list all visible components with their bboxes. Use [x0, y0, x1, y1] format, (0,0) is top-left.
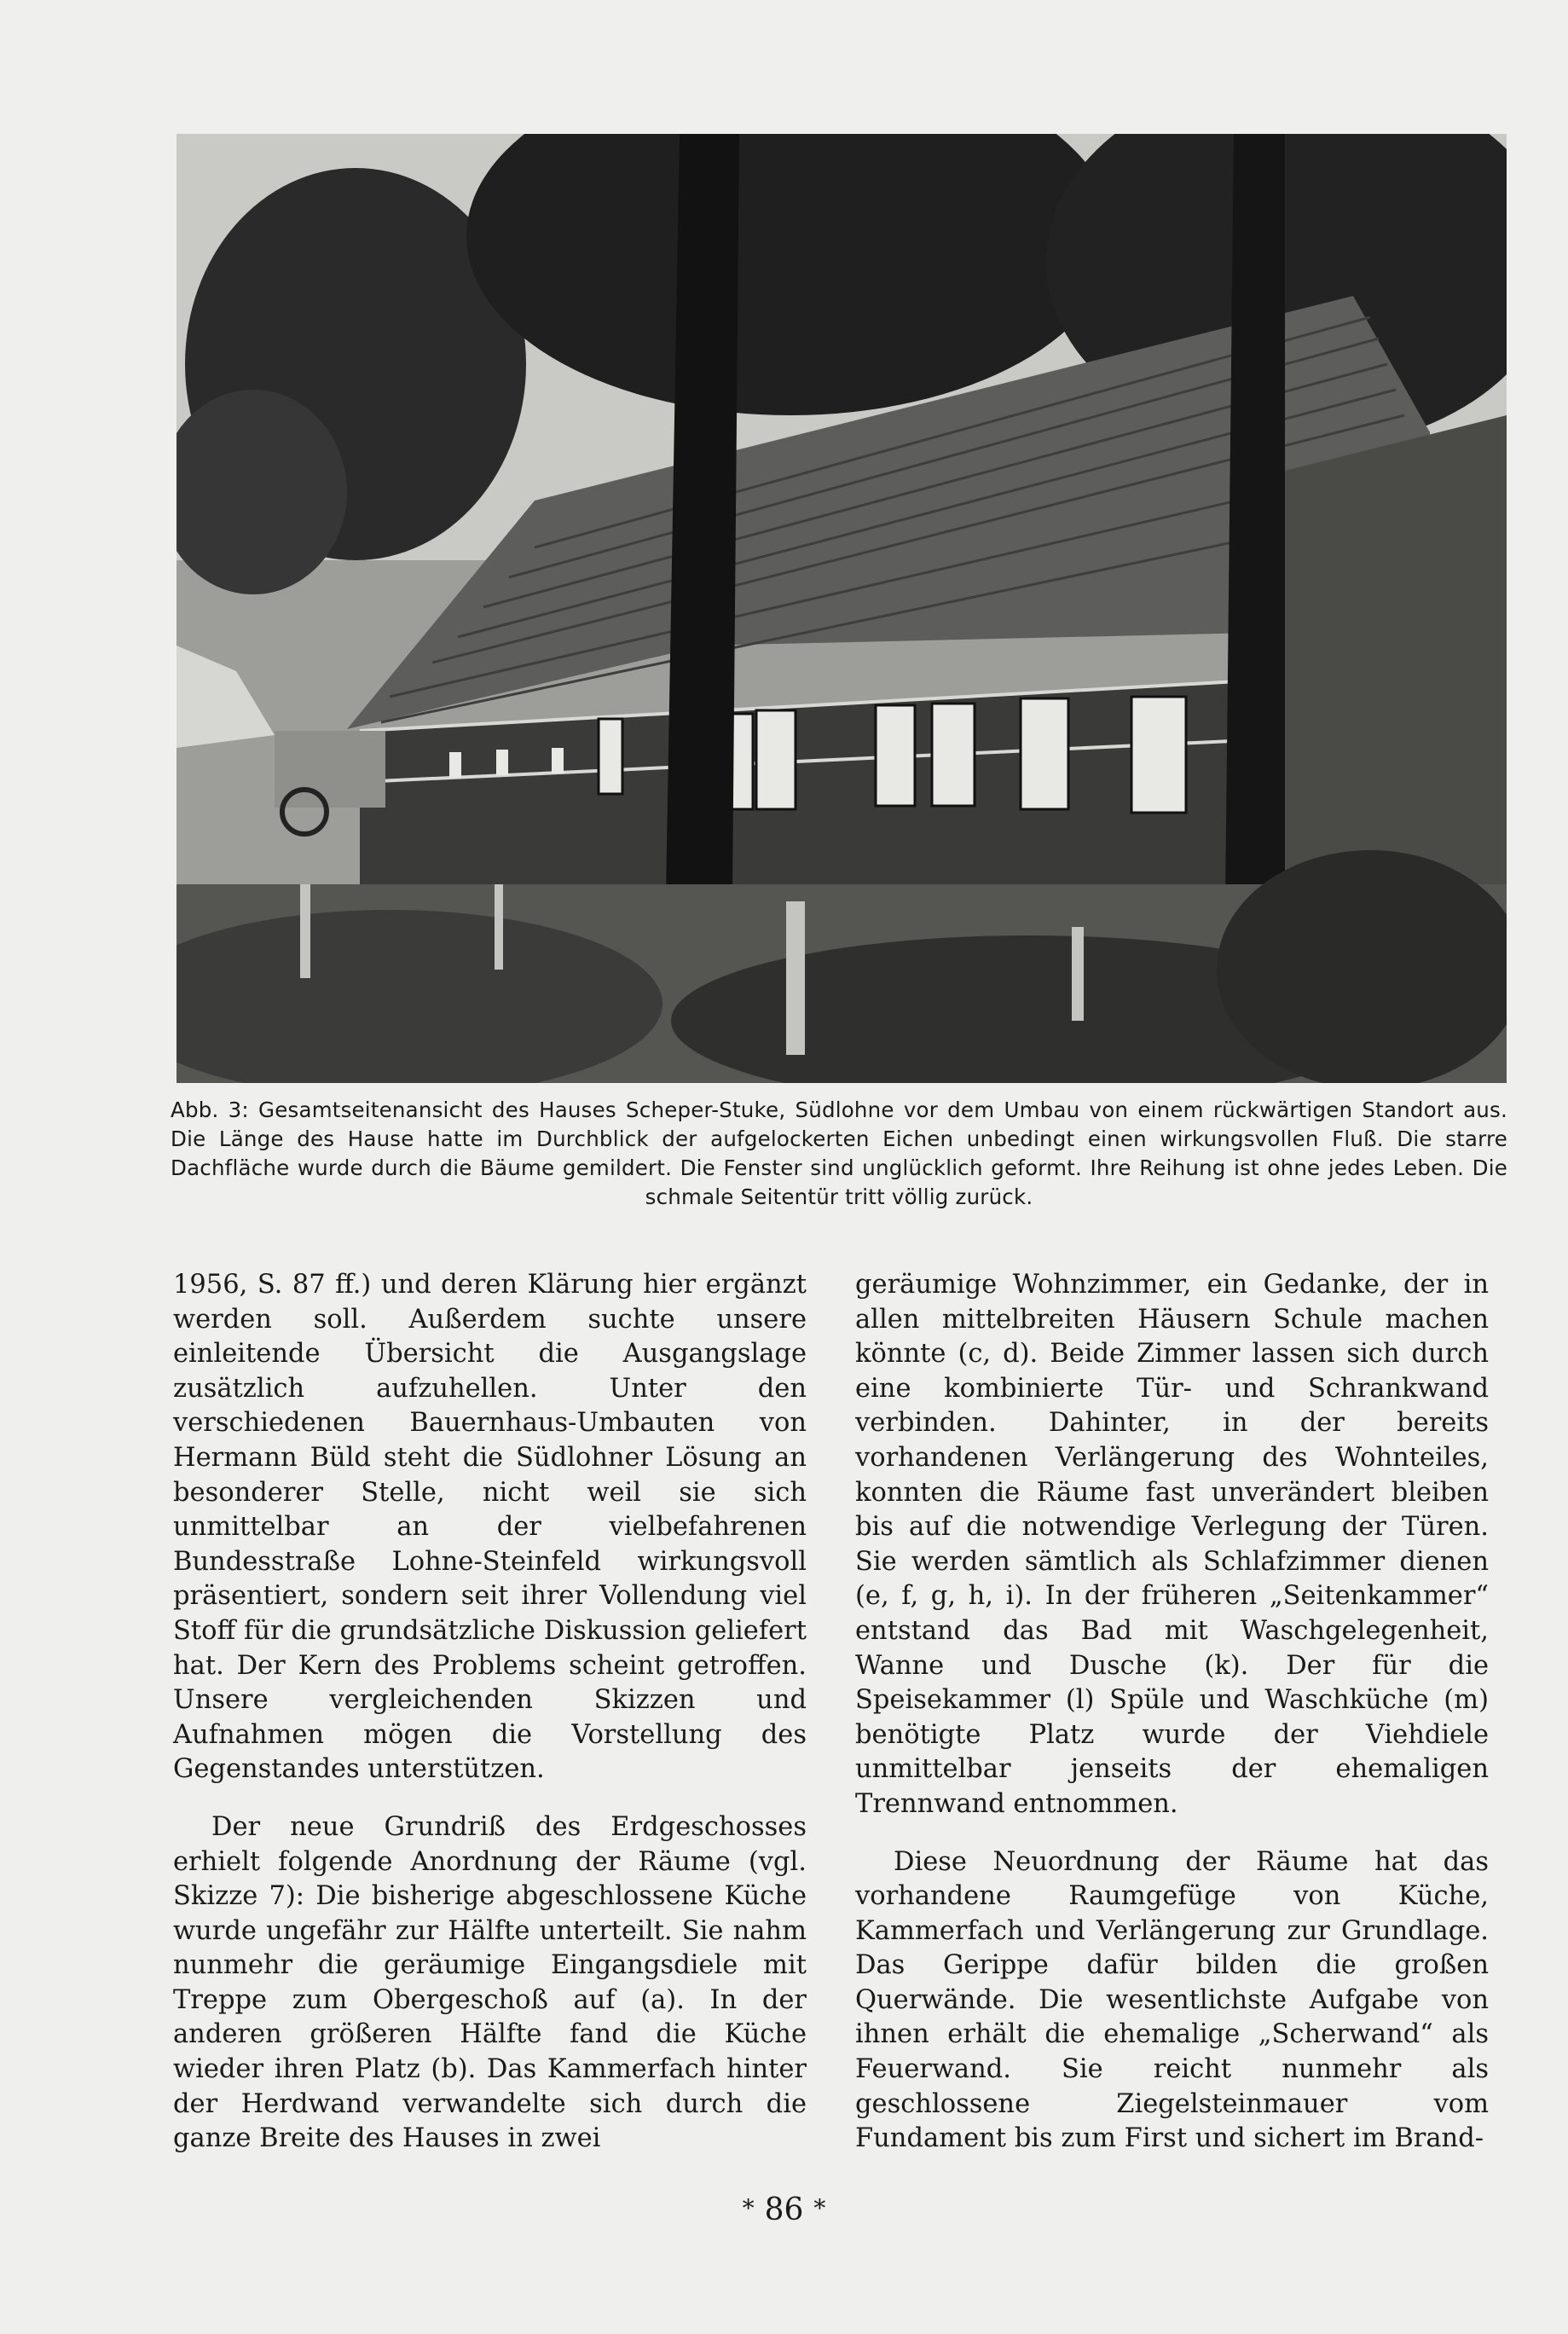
- photograph-half-timbered-farmhouse-icon: [176, 134, 1507, 1083]
- paragraph: Der neue Grundriß des Erdgeschosses erhielt folgende Anordnung der Räume (vgl. Skizze 7): Die bisherige abgeschlossene Küche wurde ungefähr zur Hälfte unterteilt. Sie nahm nunmehr die geräumige Eingangsdiele mit Treppe zum Obergeschoß auf (a). In der anderen größeren Hälfte fand die Küche wieder ihren Platz (b). Das Kammerfach hinter der Herdwand verwandelte sich durch die ganze Breite des Hauses in zwei: [173, 1811, 807, 2154]
- right-column: [855, 1268, 1489, 2157]
- paragraph: Diese Neuordnung der Räume hat das vorhandene Raumgefüge von Küche, Kammerfach und Verlängerung zur Grundlage. Das Gerippe dafür bilden die großen Querwände. Die wesentlichste Aufgabe von ihnen erhält die ehemalige „Scherwand“ als Feuerwand. Sie reicht nunmehr als geschlossene Ziegelsteinmauer vom Fundament bis zum First und sichert im Brand-: [855, 1846, 1489, 2154]
- paragraph: geräumige Wohnzimmer, ein Gedanke, der in allen mittelbreiten Häusern Schule machen könnte (c, d). Beide Zimmer lassen sich durch eine kombinierte Tür- und Schrankwand verbinden. Dahinter, in der bereits vorhandenen Verlängerung des Wohnteiles, konnten die Räume fast unverändert bleiben bis auf die notwendige Verlegung der Türen. Sie werden sämtlich als Schlafzimmer dienen (e, f, g, h, i). In der früheren „Seitenkammer“ entstand das Bad mit Waschgelegenheit, Wanne und Dusche (k). Der für die Speisekammer (l) Spüle und Waschküche (m) benötigte Platz wurde der Viehdiele unmittelbar jenseits der ehemaligen Trennwand entnommen.: [855, 1270, 1489, 1819]
- page-number-value: 86: [764, 2192, 804, 2227]
- page-number: [0, 2192, 1568, 2227]
- farmhouse-photograph: [176, 134, 1507, 1083]
- left-column: [173, 1268, 807, 2157]
- figure-caption: [171, 1096, 1507, 1212]
- paragraph: 1956, S. 87 ff.) und deren Klärung hier ergänzt werden soll. Außerdem suchte unsere einleitende Übersicht die Ausgangslage zusätzlich aufzuhellen. Unter den verschiedenen Bauernhaus-Umbauten von Hermann Büld steht die Südlohner Lösung an besonderer Stelle, nicht weil sie sich unmittelbar an der vielbefahrenen Bundesstraße Lohne-Steinfeld wirkungsvoll präsentiert, sondern seit ihrer Vollendung viel Stoff für die grundsätzliche Diskussion geliefert hat. Der Kern des Problems scheint getroffen. Unsere vergleichenden Skizzen und Aufnahmen mögen die Vorstellung des Gegenstandes unterstützen.: [173, 1270, 807, 1785]
- caption-text: Abb. 3: Gesamtseitenansicht des Hauses Scheper-Stuke, Südlohne vor dem Umbau von einem rückwärtigen Standort aus. Die Länge des Hause hatte im Durchblick der aufgelockerten Eichen unbedingt einen wirkungsvollen Fluß. Die starre Dachfläche wurde durch die Bäume gemildert. Die Fenster sind unglücklich geformt. Ihre Reihung ist ohne jedes Leben. Die schmale Seitentür tritt völlig zurück.: [171, 1098, 1507, 1209]
- ornament-star-icon: *: [813, 2194, 826, 2222]
- ornament-star-icon: *: [742, 2194, 755, 2222]
